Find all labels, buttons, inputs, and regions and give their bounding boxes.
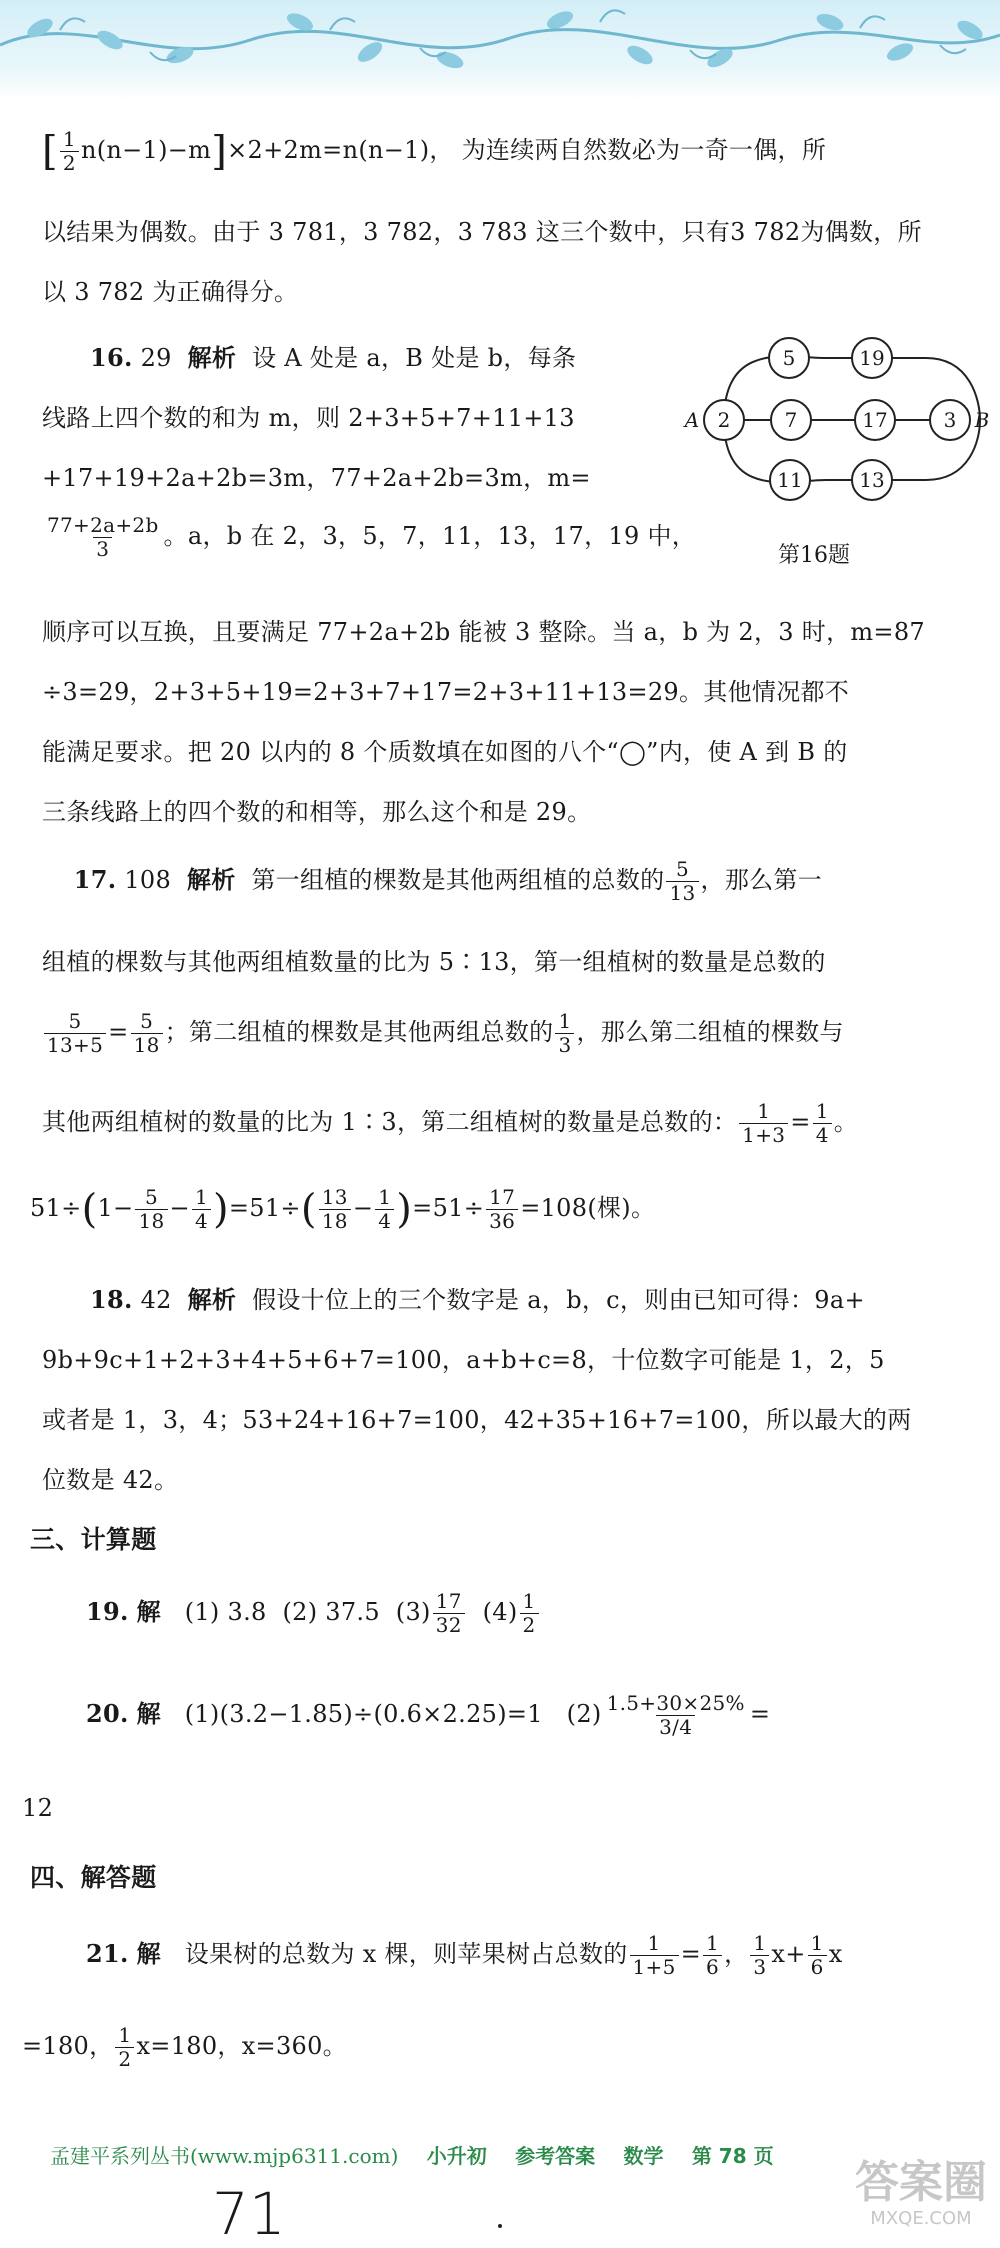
- vine-decoration-icon: [0, 0, 1000, 100]
- p18-line-3: 或者是 1，3，4；53+24+16+7=100，42+35+16+7=100，所以最大的两: [42, 1406, 912, 1434]
- fraction: $\frac{13}{18}$: [319, 1186, 351, 1233]
- fraction: $\frac{77+2a+2b}{3}$: [47, 513, 159, 561]
- p17-line-4: 其他两组植树的数量的比为 1∶3，第二组植树的数量是总数的： $\frac{1}{1+3}$ = $\frac{1}{4}$ 。: [42, 1099, 859, 1147]
- p15-line-2: 以结果为偶数。由于 3 781，3 782，3 783 这三个数中，只有3 782为偶数，所: [42, 218, 922, 246]
- fraction: $\frac{5}{18}$: [135, 1186, 167, 1233]
- fraction: $\frac{17}{32}$: [433, 1590, 465, 1637]
- p20-result: 12: [22, 1794, 54, 1822]
- p16-line-7: 能满足要求。把 20 以内的 8 个质数填在如图的八个“◯”内，使 A 到 B 的: [42, 738, 848, 766]
- node-top-1: 5: [782, 346, 796, 370]
- page-footer: [50, 2140, 774, 2169]
- p21-line-1: 21. 解 设果树的总数为 x 棵，则苹果树占总数的 $\frac{1}{1+5}$ = $\frac{1}{6}$ ， $\frac{1}{3}$ x+ $\frac{1}{6}$ x: [86, 1931, 843, 1979]
- p16-line-6: ÷3=29，2+3+5+19=2+3+7+17=2+3+11+13=29。其他情况都不: [42, 678, 850, 706]
- fraction: $\frac{5}{13+5}$: [44, 1010, 106, 1057]
- p18-line-1: 18. 42 解析 假设十位上的三个数字是 a，b，c，则由已知可得：9a+: [90, 1285, 865, 1314]
- label-a: A: [684, 408, 700, 432]
- node-mid-2: 7: [784, 408, 798, 432]
- p16-line-8: 三条线路上的四个数的和相等，那么这个和是 29。: [42, 798, 592, 826]
- fraction: $\frac{1}{2}$: [520, 1590, 539, 1637]
- node-top-2: 19: [859, 346, 885, 370]
- section-title: 四、解答题: [30, 1863, 157, 1892]
- footer-section: 参考答案: [515, 2144, 596, 2168]
- fraction: $\frac{5}{13}$: [666, 858, 698, 905]
- handwritten-page-number: 71: [212, 2180, 286, 2248]
- node-bottom-1: 11: [777, 468, 803, 492]
- label-b: B: [974, 408, 990, 432]
- watermark-logo: 答案圈 MXQE.COM: [855, 2157, 987, 2229]
- p16-line-3: +17+19+2a+2b=3m，77+2a+2b=3m，m=: [42, 464, 591, 492]
- footer-subject: 数学: [623, 2144, 664, 2168]
- p17-line-3: $\frac{5}{13+5}$ = $\frac{5}{18}$ ；第二组植的棵数是其他两组总数的 $\frac{1}{3}$ ，那么第二组植的棵数与: [42, 1010, 844, 1057]
- fraction: $\frac{1}{1+3}$: [739, 1100, 788, 1147]
- p16-line-4: $\frac{77+2a+2b}{3}$ 。a，b 在 2，3，5，7，11，13，17，19 中，: [42, 514, 696, 561]
- p20-line: 20. 解 (1)(3.2−1.85)÷(0.6×2.25)=1 (2) $\frac{1.5+30\times 25\%}{3/4}$ =: [86, 1691, 771, 1739]
- p17-line-1: 17. 108 解析 第一组植的棵数是其他两组植的总数的 $\frac{5}{13}$ ，那么第一: [73, 857, 823, 905]
- p19-line: 19. 解 (1) 3.8 (2) 37.5 (3) $\frac{17}{32}$ (4) $\frac{1}{2}$: [86, 1590, 541, 1637]
- dot-mark: [498, 2224, 502, 2228]
- p17-line-2: 组植的棵数与其他两组植数量的比为 5∶13，第一组植树的数量是总数的: [42, 948, 826, 976]
- p16-line-5: 顺序可以互换，且要满足 77+2a+2b 能被 3 整除。当 a，b 为 2，3 时，m=87: [42, 618, 925, 646]
- fraction: $\frac{1.5+30\times 25\%}{3/4}$: [606, 1691, 745, 1739]
- footer-series: 孟建平系列丛书(www.mjp6311.com): [50, 2144, 399, 2168]
- fraction: $\frac{1}{4}$: [813, 1100, 832, 1147]
- fraction: $\frac{1}{2}$: [60, 128, 79, 175]
- fraction: $\frac{5}{18}$: [131, 1010, 163, 1057]
- fraction: $\frac{1}{3}$: [750, 1932, 769, 1979]
- header-banner: [0, 0, 1000, 100]
- fraction: $\frac{1}{3}$: [555, 1010, 574, 1057]
- p16-line-1: 16. 29 解析 设 A 处是 a，B 处是 b，每条: [90, 343, 577, 372]
- p16-line-2: 线路上四个数的和为 m，则 2+3+5+7+11+13: [42, 404, 575, 432]
- section-title: 三、计算题: [30, 1525, 157, 1554]
- p18-line-4: 位数是 42。: [42, 1466, 179, 1494]
- p15-line-3: 以 3 782 为正确得分。: [42, 278, 299, 306]
- node-mid-4: 3: [943, 408, 957, 432]
- p17-line-5: 51÷(1− $\frac{5}{18}$ − $\frac{1}{4}$ )=51÷( $\frac{13}{18}$ − $\frac{1}{4}$ )=51÷ $\frac{17}{36}$ =108(棵)。: [30, 1185, 656, 1233]
- fraction: $\frac{1}{4}$: [192, 1186, 211, 1233]
- p16-figure: [680, 330, 990, 530]
- p15-line-1: [ $\frac{1}{2}$ n(n−1)−m]×2+2m=n(n−1)， 为连续两自然数必为一奇一偶，所: [42, 127, 827, 175]
- node-mid-1: 2: [717, 408, 731, 432]
- p21-line-2: =180， $\frac{1}{2}$ x=180，x=360。: [22, 2023, 347, 2071]
- fraction: $\frac{1}{4}$: [375, 1186, 394, 1233]
- p18-line-2: 9b+9c+1+2+3+4+5+6+7=100，a+b+c=8，十位数字可能是 1，2，5: [42, 1346, 885, 1374]
- node-mid-3: 17: [862, 408, 888, 432]
- figure-caption: 第16题: [778, 543, 850, 568]
- footer-book: 小升初: [426, 2144, 487, 2168]
- footer-page: 第 78 页: [691, 2144, 774, 2168]
- fraction: $\frac{1}{1+5}$: [630, 1932, 679, 1979]
- fraction: $\frac{1}{6}$: [808, 1932, 827, 1979]
- node-bottom-2: 13: [859, 468, 885, 492]
- fraction: $\frac{1}{6}$: [703, 1932, 722, 1979]
- fraction: $\frac{1}{2}$: [115, 2024, 134, 2071]
- fraction: $\frac{17}{36}$: [486, 1186, 518, 1233]
